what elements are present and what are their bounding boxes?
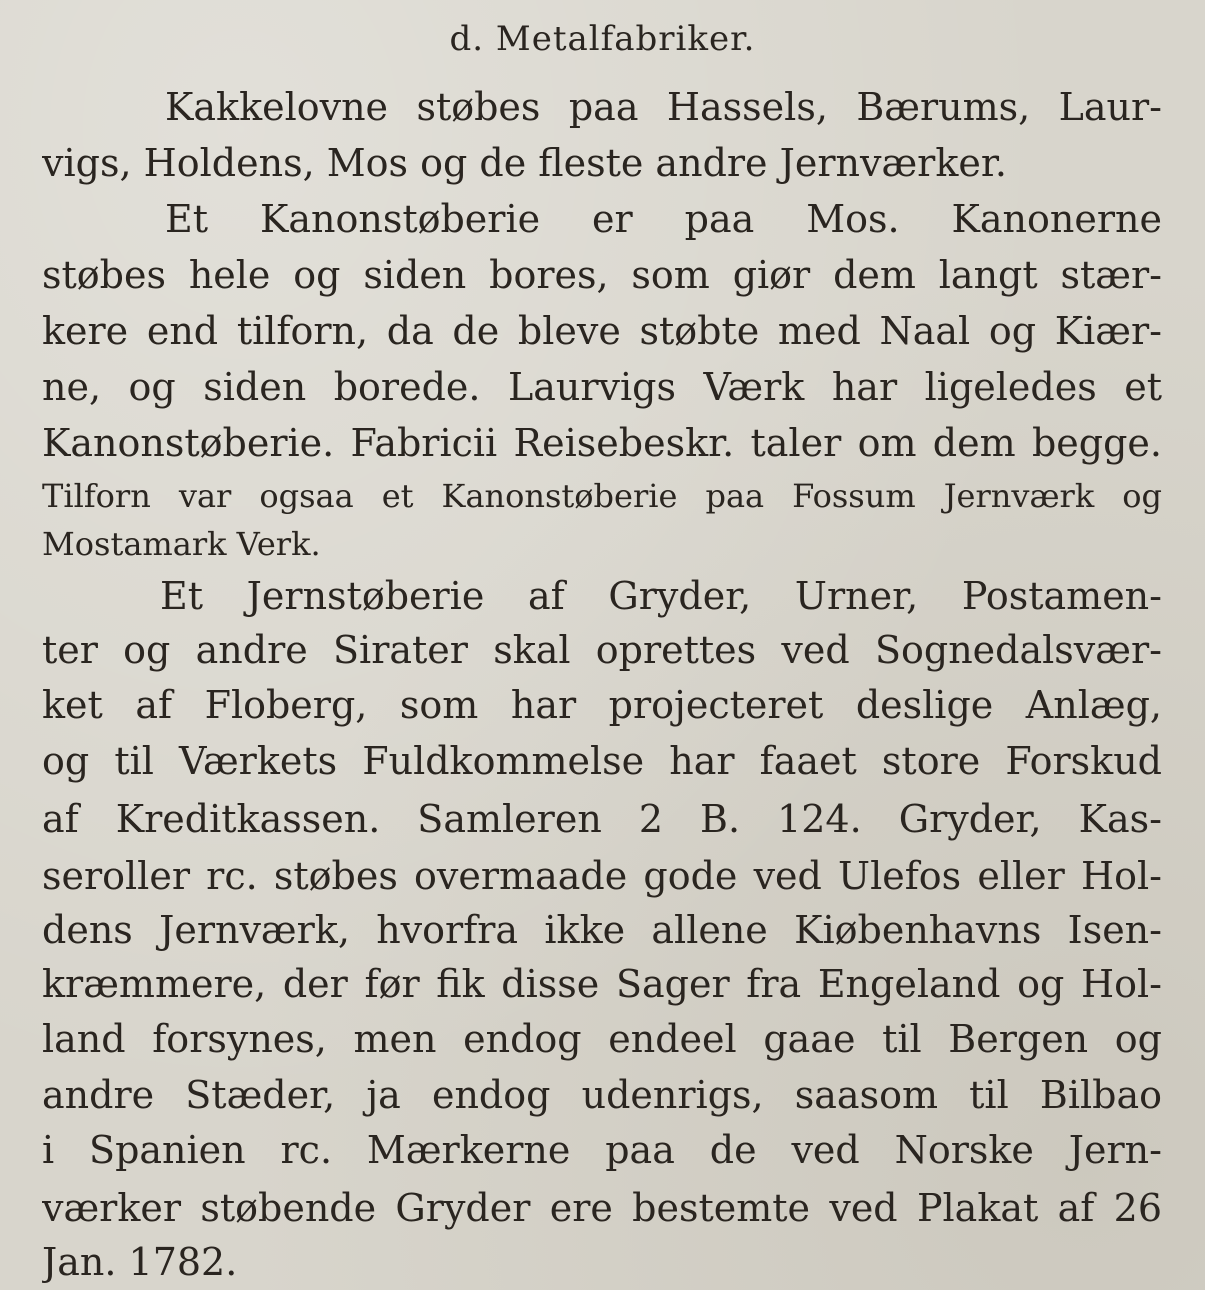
text-line: støbes hele og siden bores, som giør dem langt stær-	[42, 253, 1162, 297]
text-line: Kanonstøberie. Fabricii Reisebeskr. taler om dem begge.	[42, 421, 1162, 465]
text-line: kræmmere, der før fik disse Sager fra Engeland og Hol-	[42, 962, 1162, 1006]
text-line: Tilforn var ogsaa et Kanonstøberie paa Fossum Jernværk og	[42, 477, 1162, 515]
text-line: vigs, Holdens, Mos og de fleste andre Jernværker.	[42, 141, 1007, 185]
text-line: kere end tilforn, da de bleve støbte med Naal og Kiær-	[42, 309, 1162, 353]
text-line: dens Jernværk, hvorfra ikke allene Kiøbenhavns Isen-	[42, 908, 1162, 952]
text-line: ne, og siden borede. Laurvigs Værk har ligeledes et	[42, 365, 1162, 409]
text-line: land forsynes, men endog endeel gaae til Bergen og	[42, 1017, 1162, 1061]
text-line: seroller rc. støbes overmaade gode ved Ulefos eller Hol-	[42, 854, 1162, 898]
text-line: Jan. 1782.	[42, 1240, 238, 1284]
text-line: værker støbende Gryder ere bestemte ved Plakat af 26	[42, 1186, 1162, 1230]
section-heading: d. Metalfabriker.	[449, 19, 756, 59]
text-line: i Spanien rc. Mærkerne paa de ved Norske Jern-	[42, 1128, 1162, 1172]
text-line: Kakkelovne støbes paa Hassels, Bærums, Laur-	[165, 85, 1162, 129]
text-line: Et Jernstøberie af Gryder, Urner, Postamen-	[160, 574, 1162, 618]
text-line: andre Stæder, ja endog udenrigs, saasom til Bilbao	[42, 1073, 1162, 1117]
text-line: af Kreditkassen. Samleren 2 B. 124. Gryder, Kas-	[42, 797, 1162, 841]
text-line: og til Værkets Fuldkommelse har faaet store Forskud	[42, 739, 1162, 783]
text-line: Et Kanonstøberie er paa Mos. Kanonerne	[165, 197, 1162, 241]
text-line: Mostamark Verk.	[42, 525, 321, 563]
text-line: ket af Floberg, som har projecteret deslige Anlæg,	[42, 683, 1162, 727]
text-line: ter og andre Sirater skal oprettes ved Sognedalsvær-	[42, 628, 1162, 672]
